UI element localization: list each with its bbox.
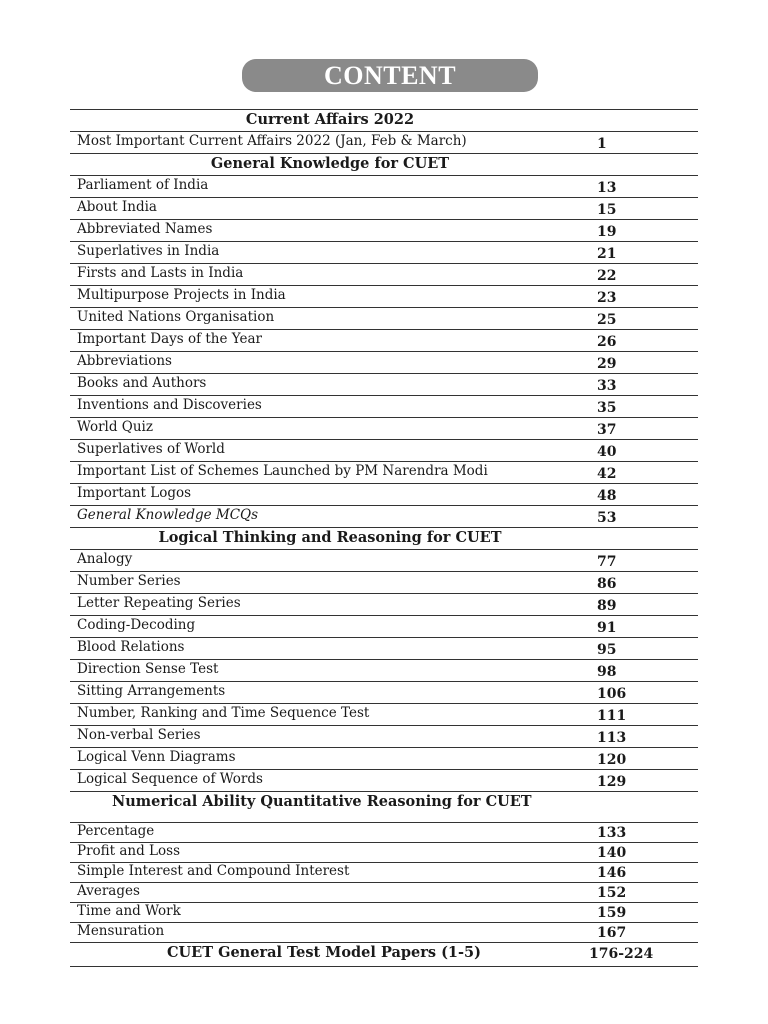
toc-row[interactable] (70, 132, 698, 154)
toc-entry-title: Abbreviated Names (77, 221, 213, 237)
toc-entry-title: Letter Repeating Series (77, 595, 241, 611)
toc-entry-page: 19 (597, 224, 617, 240)
toc-row[interactable] (70, 638, 698, 660)
toc-entry-title: About India (77, 199, 157, 215)
toc-row[interactable] (70, 352, 698, 374)
toc-entry-title: CUET General Test Model Papers (1-5) (167, 944, 481, 961)
toc-entry-page: 26 (597, 334, 617, 350)
toc-row[interactable] (70, 923, 698, 943)
section-heading-current-affairs (70, 110, 698, 132)
toc-row[interactable] (70, 418, 698, 440)
toc-entry-page: 146 (597, 865, 627, 881)
toc-entry-title: Important List of Schemes Launched by PM Narendra Modi (77, 463, 488, 479)
toc-entry-page: 1 (597, 136, 607, 152)
section-heading-text: Current Affairs 2022 (245, 111, 415, 128)
toc-row[interactable] (70, 286, 698, 308)
toc-row[interactable] (70, 440, 698, 462)
toc-entry-title: United Nations Organisation (77, 309, 275, 325)
toc-entry-page: 77 (597, 554, 617, 570)
toc-entry-title: Coding-Decoding (77, 617, 196, 633)
toc-entry-title: Superlatives in India (77, 243, 220, 259)
section-heading-numerical-ability (70, 792, 698, 823)
toc-row[interactable] (70, 506, 698, 528)
toc-entry-title: Superlatives of World (77, 441, 225, 457)
toc-entry-title: Time and Work (77, 903, 181, 919)
section-heading-logical-reasoning (70, 528, 698, 550)
toc-entry-title: Important Days of the Year (77, 331, 263, 347)
toc-entry-page: 95 (597, 642, 617, 658)
section-heading-text: General Knowledge for CUET (210, 155, 450, 172)
toc-row[interactable] (70, 660, 698, 682)
toc-row[interactable] (70, 220, 698, 242)
table-of-contents (70, 109, 698, 967)
toc-entry-page: 53 (597, 510, 617, 526)
toc-row[interactable] (70, 616, 698, 638)
toc-entry-title: Multipurpose Projects in India (77, 287, 286, 303)
toc-entry-page: 91 (597, 620, 617, 636)
toc-row[interactable] (70, 704, 698, 726)
toc-entry-title: Logical Venn Diagrams (77, 749, 236, 765)
toc-entry-title: Important Logos (77, 485, 192, 501)
toc-entry-title: Direction Sense Test (77, 661, 219, 677)
toc-entry-page: 113 (597, 730, 627, 746)
toc-entry-title: World Quiz (77, 419, 153, 435)
toc-entry-title: Blood Relations (77, 639, 185, 655)
toc-entry-page: 22 (597, 268, 617, 284)
toc-row[interactable] (70, 176, 698, 198)
toc-entry-title: Number, Ranking and Time Sequence Test (77, 705, 370, 721)
toc-entry-title: Inventions and Discoveries (77, 397, 262, 413)
toc-entry-title: Abbreviations (77, 353, 172, 369)
toc-row[interactable] (70, 863, 698, 883)
toc-entry-page: 37 (597, 422, 617, 438)
content-banner: CONTENT (242, 59, 538, 92)
section-heading-general-knowledge (70, 154, 698, 176)
toc-entry-page: 159 (597, 905, 627, 921)
toc-entry-page: 35 (597, 400, 617, 416)
toc-row[interactable] (70, 883, 698, 903)
toc-row[interactable] (70, 594, 698, 616)
toc-row[interactable] (70, 198, 698, 220)
toc-row[interactable] (70, 682, 698, 704)
toc-entry-page: 176-224 (589, 946, 654, 962)
toc-row[interactable] (70, 330, 698, 352)
toc-entry-page: 48 (597, 488, 617, 504)
toc-entry-title: Analogy (77, 551, 133, 567)
toc-entry-title: Simple Interest and Compound Interest (77, 863, 350, 879)
toc-entry-title: Non-verbal Series (77, 727, 201, 743)
toc-entry-page: 21 (597, 246, 617, 262)
toc-entry-page: 29 (597, 356, 617, 372)
toc-row[interactable] (70, 308, 698, 330)
toc-entry-page: 25 (597, 312, 617, 328)
toc-entry-title: Averages (77, 883, 140, 899)
toc-row[interactable] (70, 396, 698, 418)
toc-row[interactable] (70, 748, 698, 770)
toc-entry-title: Firsts and Lasts in India (77, 265, 244, 281)
toc-entry-title: Parliament of India (77, 177, 209, 193)
toc-entry-title: Logical Sequence of Words (77, 771, 263, 787)
toc-entry-page: 23 (597, 290, 617, 306)
toc-entry-title: General Knowledge MCQs (77, 507, 259, 523)
toc-row[interactable] (70, 242, 698, 264)
toc-row[interactable] (70, 462, 698, 484)
toc-row[interactable] (70, 843, 698, 863)
toc-entry-page: 120 (597, 752, 627, 768)
toc-entry-page: 33 (597, 378, 617, 394)
toc-row[interactable] (70, 726, 698, 748)
toc-entry-page: 167 (597, 925, 627, 941)
toc-entry-page: 106 (597, 686, 627, 702)
toc-row[interactable] (70, 374, 698, 396)
toc-entry-title: Profit and Loss (77, 843, 181, 859)
toc-entry-page: 15 (597, 202, 617, 218)
toc-entry-page: 40 (597, 444, 617, 460)
toc-entry-title: Percentage (77, 823, 155, 839)
toc-row[interactable] (70, 823, 698, 843)
toc-entry-page: 140 (597, 845, 627, 861)
toc-entry-title: Number Series (77, 573, 181, 589)
toc-entry-title: Sitting Arrangements (77, 683, 226, 699)
toc-entry-page: 89 (597, 598, 617, 614)
toc-entry-page: 152 (597, 885, 627, 901)
toc-entry-page: 129 (597, 774, 627, 790)
toc-entry-page: 13 (597, 180, 617, 196)
toc-row[interactable] (70, 264, 698, 286)
section-heading-text: Numerical Ability Quantitative Reasoning for CUET (112, 793, 532, 810)
toc-entry-title: Most Important Current Affairs 2022 (Jan, Feb & March) (77, 133, 467, 149)
toc-entry-page: 133 (597, 825, 627, 841)
toc-entry-page: 42 (597, 466, 617, 482)
toc-row-model-papers[interactable] (70, 943, 698, 967)
toc-row[interactable] (70, 903, 698, 923)
section-heading-text: Logical Thinking and Reasoning for CUET (158, 529, 502, 546)
toc-entry-page: 111 (597, 708, 627, 724)
toc-row[interactable] (70, 484, 698, 506)
toc-entry-page: 86 (597, 576, 617, 592)
toc-entry-title: Mensuration (77, 923, 165, 939)
toc-row[interactable] (70, 572, 698, 594)
toc-entry-title: Books and Authors (77, 375, 207, 391)
toc-row[interactable] (70, 550, 698, 572)
toc-entry-page: 98 (597, 664, 617, 680)
